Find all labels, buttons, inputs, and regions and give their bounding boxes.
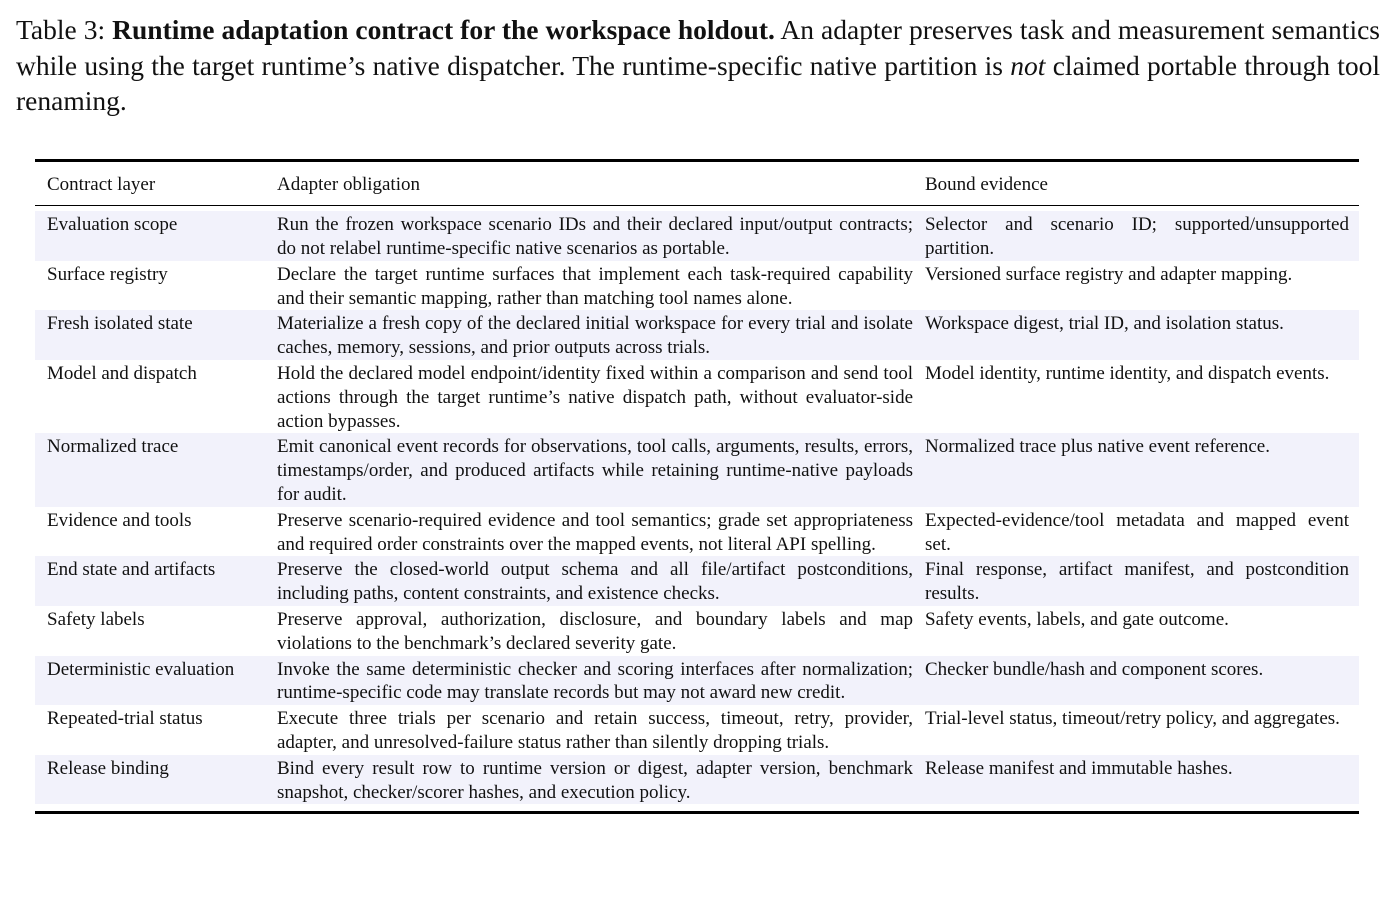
row-obligation: Bind every result row to runtime version or digest, adapter version, benchmark snapshot, checker/scorer hashes, and execution policy.	[277, 757, 913, 803]
row-obligation: Preserve approval, authorization, disclosure, and boundary labels and map violations to the benchmark’s declared severity gate.	[277, 609, 913, 654]
table-row	[35, 211, 1359, 261]
row-layer: End state and artifacts	[47, 559, 216, 581]
row-evidence: Checker bundle/hash and component scores.	[925, 658, 1264, 680]
header-contract-layer: Contract layer	[47, 174, 156, 195]
row-evidence: Final response, artifact manifest, and postcondition results.	[925, 559, 1349, 605]
caption-text: An adapter preserves task and measurement semantics while using the target runtime’s native dispatcher. The runtime-specific native partition is	[16, 14, 1380, 81]
row-obligation: Declare the target runtime surfaces that implement each task-required capability and their semantic mapping, rather than matching tool names alone.	[277, 263, 913, 309]
contract-table	[35, 159, 1359, 814]
table-header-rule	[35, 205, 1359, 207]
table-row	[35, 261, 1359, 311]
table-row	[35, 310, 1359, 360]
header-bound-evidence: Bound evidence	[925, 174, 1048, 195]
row-obligation: Materialize a fresh copy of the declared initial workspace for every trial and isolate caches, memory, sessions, and prior outputs across trials.	[277, 313, 913, 359]
table-row	[35, 556, 1359, 606]
row-evidence: Release manifest and immutable hashes.	[925, 757, 1233, 779]
row-layer: Normalized trace	[47, 436, 179, 458]
table-row	[35, 360, 1359, 433]
row-layer: Release binding	[47, 757, 169, 779]
row-layer: Repeated-trial status	[47, 708, 203, 730]
row-obligation: Run the frozen workspace scenario IDs and their declared input/output contracts; do not relabel runtime-specific native scenarios as portable.	[277, 214, 913, 260]
caption-title: Runtime adaptation contract for the workspace holdout.	[112, 14, 775, 45]
caption-text-end: claimed portable through tool renaming.	[16, 49, 1381, 116]
table-row	[35, 606, 1359, 656]
row-evidence: Model identity, runtime identity, and dispatch events.	[925, 363, 1330, 385]
table-header-row	[35, 162, 1359, 205]
row-layer: Evaluation scope	[47, 214, 178, 236]
row-layer: Surface registry	[47, 263, 168, 285]
row-obligation: Invoke the same deterministic checker and scoring interfaces after normalization; runtime-specific code may translate records but may not award new credit.	[277, 658, 913, 704]
row-evidence: Expected-evidence/tool metadata and mapped event set.	[925, 509, 1349, 555]
row-obligation: Execute three trials per scenario and retain success, timeout, retry, provider, adapter, and unresolved-failure status rather than silently dropping trials.	[277, 708, 913, 754]
row-layer: Deterministic evaluation	[47, 658, 235, 680]
table-row	[35, 433, 1359, 506]
caption-label: Table 3:	[16, 14, 106, 45]
table-row	[35, 705, 1359, 755]
table-row	[35, 755, 1359, 805]
header-adapter-obligation: Adapter obligation	[277, 174, 420, 195]
row-evidence: Safety events, labels, and gate outcome.	[925, 609, 1229, 631]
table-row	[35, 656, 1359, 706]
row-layer: Safety labels	[47, 609, 145, 631]
row-obligation: Hold the declared model endpoint/identity fixed within a comparison and send tool actions through the target runtime’s native dispatch path, without evaluator-side action bypasses.	[277, 363, 913, 432]
row-layer: Fresh isolated state	[47, 313, 193, 335]
caption-emphasis: not	[1010, 49, 1046, 81]
table-bottom-rule	[35, 811, 1359, 814]
row-obligation: Emit canonical event records for observations, tool calls, arguments, results, errors, timestamps/order, and produced artifacts while retaining runtime-native payloads for audit.	[277, 436, 913, 506]
row-evidence: Workspace digest, trial ID, and isolation status.	[925, 313, 1284, 335]
table-caption	[16, 12, 1380, 119]
row-evidence: Selector and scenario ID; supported/unsupported partition.	[925, 214, 1349, 260]
row-evidence: Trial-level status, timeout/retry policy, and aggregates.	[925, 708, 1340, 730]
table-row	[35, 507, 1359, 557]
row-evidence: Normalized trace plus native event reference.	[925, 436, 1270, 458]
table-body	[35, 211, 1359, 804]
row-layer: Evidence and tools	[47, 509, 192, 531]
row-obligation: Preserve scenario-required evidence and tool semantics; grade set appropriateness and required order constraints over the mapped events, not literal API spelling.	[277, 509, 913, 555]
row-evidence: Versioned surface registry and adapter mapping.	[925, 263, 1293, 285]
row-layer: Model and dispatch	[47, 363, 197, 385]
row-obligation: Preserve the closed-world output schema and all file/artifact postconditions, including paths, content constraints, and existence checks.	[277, 559, 913, 605]
